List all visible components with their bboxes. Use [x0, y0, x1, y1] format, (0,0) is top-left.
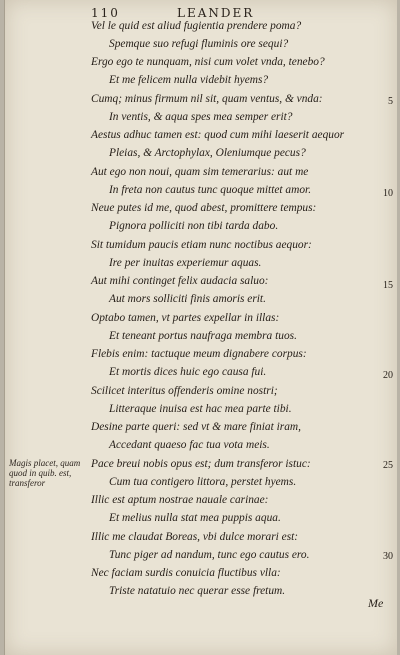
- verse-line: Pignora polliciti non tibi tarda dabo.: [109, 220, 279, 232]
- verse-line: Triste natatuio nec querar esse fretum.: [109, 585, 286, 597]
- verse-line: Et mortis dices huic ego causa fui.: [109, 366, 267, 378]
- line-number: 25: [383, 460, 393, 471]
- verse-line: Aestus adhuc tamen est: quod cum mihi laeserit aequor: [91, 129, 345, 141]
- line-number: 20: [383, 370, 393, 381]
- verse-line: Tunc piger ad nandum, tunc ego cautus ero.: [109, 549, 310, 561]
- verse-line: Ire per inuitas experiemur aquas.: [109, 257, 262, 269]
- verse-line: Sit tumidum paucis etiam nunc noctibus aequor:: [91, 239, 312, 251]
- line-number: 10: [383, 188, 393, 199]
- verse-line: Aut mihi continget felix audacia saluo:: [91, 275, 269, 287]
- page-number: 110: [91, 6, 120, 20]
- verse-line: Optabo tamen, vt partes expellar in illas:: [91, 312, 280, 324]
- verse-line: Et me felicem nulla videbit hyems?: [109, 74, 269, 86]
- running-head: LEANDER: [177, 6, 255, 20]
- verse-line: Flebis enim: tactuque meum dignabere corpus:: [91, 348, 307, 360]
- verse-line: Aut mors solliciti finis amoris erit.: [109, 293, 266, 305]
- line-number: 15: [383, 280, 393, 291]
- verse-line: Scilicet interitus offenderis omine nostri;: [91, 385, 278, 397]
- verse-line: Pleias, & Arctophylax, Oleniumque pecus?: [109, 147, 306, 159]
- verse-line: Nec faciam surdis conuicia fluctibus vlla:: [91, 567, 281, 579]
- verse-line: Cumq; minus firmum nil sit, quam ventus, & vnda:: [91, 93, 323, 105]
- verse-line: Litteraque inuisa est hac mea parte tibi.: [109, 403, 292, 415]
- verse-line: Et teneant portus naufraga membra tuos.: [109, 330, 297, 342]
- verse-line: Vel le quid est aliud fugientia prendere poma?: [91, 20, 302, 32]
- verse-line: Spemque suo refugi fluminis ore sequi?: [109, 38, 289, 50]
- verse-line: Illic est aptum nostrae nauale carinae:: [91, 494, 269, 506]
- catchword: Me: [368, 596, 384, 610]
- verse-line: In ventis, & aqua spes mea semper erit?: [109, 111, 293, 123]
- margin-note: Magis placet, quam quod in quib. est, transferor: [9, 458, 81, 488]
- line-number: 30: [383, 551, 393, 562]
- verse-line: Aut ego non noui, quam sim temerarius: aut me: [91, 166, 309, 178]
- verse-line: Ergo ego te nunquam, nisi cum volet vnda, tenebo?: [91, 56, 325, 68]
- verse-line: Illic me claudat Boreas, vbi dulce morari est:: [91, 531, 299, 543]
- verse-line: Accedant quaeso fac tua vota meis.: [109, 439, 270, 451]
- verse-line: Et melius nulla stat mea puppis aqua.: [109, 512, 281, 524]
- verse-line: Pace breui nobis opus est; dum transferor istuc:: [91, 458, 311, 470]
- verse-line: Neue putes id me, quod abest, promittere tempus:: [91, 202, 317, 214]
- verse-line: Desine parte queri: sed vt & mare finiat iram,: [91, 421, 301, 433]
- verse-line: In freta non cautus tunc quoque mittet amor.: [109, 184, 312, 196]
- line-number: 5: [388, 96, 393, 107]
- verse-line: Cum tua contigero littora, perstet hyems.: [109, 476, 297, 488]
- book-page: [4, 0, 397, 655]
